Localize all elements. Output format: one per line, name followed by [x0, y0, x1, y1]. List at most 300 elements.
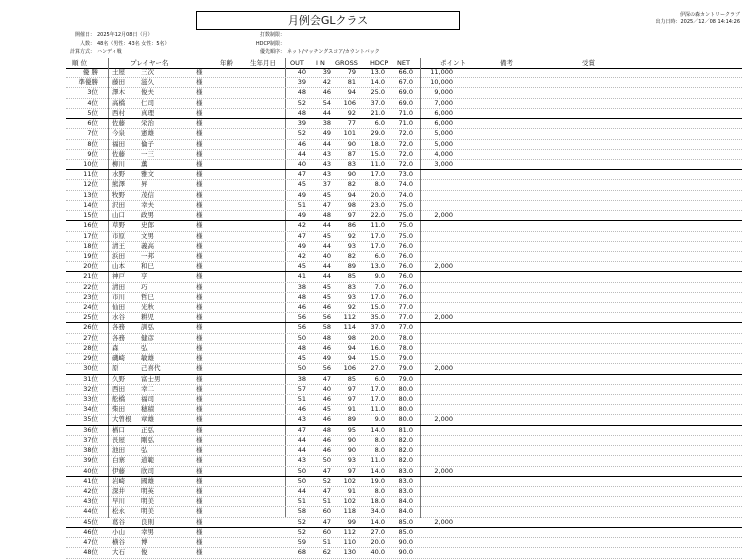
cell-rank: 優 勝 — [82, 68, 98, 76]
cell-honorific: 様 — [196, 548, 203, 557]
cell-gross: 97 — [347, 384, 356, 393]
cell-gross: 106 — [343, 364, 356, 373]
cell-out: 52 — [297, 517, 306, 526]
cell-out: 47 — [297, 425, 306, 434]
table-row — [66, 538, 742, 548]
table-row — [66, 313, 742, 323]
cell-points: 5,000 — [434, 139, 453, 148]
table-row — [66, 385, 742, 395]
cell-out: 56 — [297, 323, 306, 332]
cell-first-name: 光秋 — [141, 303, 154, 312]
cell-net: 83.0 — [398, 476, 413, 485]
cell-first-name: 國雄 — [141, 476, 154, 485]
cell-hdcp: 8.0 — [374, 435, 385, 444]
cell-out: 49 — [297, 241, 306, 250]
cell-last-name: 草野 — [112, 221, 125, 230]
cell-net: 80.0 — [398, 395, 413, 403]
cell-first-name: 亨 — [141, 272, 148, 281]
cell-last-name: 岩崎 — [112, 476, 125, 485]
cell-last-name: 西田 — [112, 384, 125, 393]
cell-last-name: 熊澤 — [112, 180, 125, 189]
cell-net: 77.0 — [398, 303, 413, 312]
cell-in: 44 — [322, 241, 331, 250]
table-row — [66, 283, 742, 293]
cell-hdcp: 37.0 — [370, 98, 385, 107]
cell-first-name: 幸二 — [141, 384, 154, 393]
table-row — [66, 497, 742, 507]
cell-points: 6,000 — [434, 119, 453, 128]
cell-net: 90.0 — [398, 548, 413, 557]
cell-rank: 45位 — [83, 517, 98, 526]
cell-in: 45 — [322, 231, 331, 240]
cell-net: 75.0 — [398, 211, 413, 220]
cell-net: 82.0 — [398, 456, 413, 465]
cell-rank: 29位 — [83, 354, 98, 363]
cell-out: 39 — [297, 78, 306, 87]
cell-out: 48 — [297, 88, 306, 97]
cell-first-name: 道範 — [141, 456, 154, 465]
cell-in: 44 — [322, 262, 331, 271]
table-row — [66, 180, 742, 190]
cell-honorific: 様 — [196, 68, 203, 76]
cell-in: 48 — [322, 211, 331, 220]
cell-out: 49 — [297, 190, 306, 199]
cell-hdcp: 17.0 — [370, 395, 385, 403]
cell-last-name: 池田 — [112, 446, 125, 455]
table-row — [66, 446, 742, 456]
cell-gross: 92 — [347, 108, 356, 117]
cell-honorific: 様 — [196, 364, 203, 373]
header-rank: 順 位 — [72, 59, 88, 67]
cell-in: 54 — [322, 98, 331, 107]
cell-net: 85.0 — [398, 517, 413, 526]
cell-honorific: 様 — [196, 313, 203, 322]
cell-last-name: 藤田 — [112, 78, 125, 87]
cell-honorific: 様 — [196, 149, 203, 158]
cell-out: 50 — [297, 364, 306, 373]
cell-gross: 97 — [347, 466, 356, 475]
cell-hdcp: 20.0 — [370, 538, 385, 547]
cell-rank: 8位 — [87, 139, 98, 148]
table-row — [66, 528, 742, 538]
cell-first-name: 政男 — [141, 211, 154, 220]
cell-first-name: 福司 — [141, 395, 154, 403]
cell-gross: 91 — [347, 486, 356, 495]
cell-gross: 85 — [347, 272, 356, 281]
cell-net: 80.0 — [398, 405, 413, 414]
cell-rank: 3位 — [87, 88, 98, 97]
cell-first-name: 俊夫 — [141, 88, 154, 97]
cell-first-name: 敏雄 — [141, 354, 154, 363]
cell-last-name: 市川 — [112, 292, 125, 301]
header-gross: GROSS — [335, 59, 358, 67]
cell-out: 50 — [297, 333, 306, 342]
cell-first-name: 弘 — [141, 343, 148, 352]
cell-hdcp: 8.0 — [374, 180, 385, 189]
cell-gross: 102 — [343, 497, 356, 506]
cell-rank: 11位 — [83, 170, 98, 179]
cell-first-name: 富士男 — [141, 374, 161, 383]
cell-hdcp: 23.0 — [370, 200, 385, 209]
cell-honorific: 様 — [196, 354, 203, 363]
cell-net: 83.0 — [398, 486, 413, 495]
cell-honorific: 様 — [196, 323, 203, 332]
cell-first-name: 栄治 — [141, 119, 154, 128]
printed-datetime: 出力日時：2025／12／08 14:14:26 — [655, 19, 740, 25]
cell-rank: 46位 — [83, 527, 98, 536]
cell-last-name: 山口 — [112, 211, 125, 220]
cell-rank: 35位 — [83, 415, 98, 424]
cell-points: 6,000 — [434, 108, 453, 117]
cell-last-name: 大曽根 — [112, 415, 132, 424]
cell-last-name: 柴田 — [112, 405, 125, 414]
cell-out: 68 — [297, 548, 306, 557]
cell-rank: 31位 — [83, 374, 98, 383]
cell-honorific: 様 — [196, 282, 203, 291]
cell-gross: 85 — [347, 374, 356, 383]
info-label: 打数制限： — [259, 32, 285, 38]
cell-last-name: 西村 — [112, 108, 125, 117]
cell-last-name: 佐藤 — [112, 149, 125, 158]
cell-last-name: 水谷 — [112, 313, 125, 322]
table-row — [66, 78, 742, 88]
cell-rank: 7位 — [87, 129, 98, 138]
cell-in: 60 — [322, 507, 331, 516]
cell-rank: 42位 — [83, 486, 98, 495]
cell-rank: 16位 — [83, 221, 98, 230]
cell-net: 74.0 — [398, 190, 413, 199]
cell-out: 45 — [297, 180, 306, 189]
cell-hdcp: 13.0 — [370, 68, 385, 76]
cell-honorific: 様 — [196, 272, 203, 281]
cell-gross: 112 — [343, 527, 356, 536]
cell-in: 46 — [322, 395, 331, 403]
cell-hdcp: 11.0 — [370, 221, 385, 230]
cell-last-name: 土屋 — [112, 68, 125, 76]
cell-in: 47 — [322, 466, 331, 475]
cell-last-name: 今泉 — [112, 129, 125, 138]
cell-honorific: 様 — [196, 129, 203, 138]
cell-in: 44 — [322, 221, 331, 230]
cell-first-name: 義高 — [141, 241, 154, 250]
cell-first-name: 一三 — [141, 149, 154, 158]
cell-net: 71.0 — [398, 108, 413, 117]
cell-first-name: 三次 — [141, 68, 154, 76]
cell-hdcp: 8.0 — [374, 446, 385, 455]
cell-last-name: 伊藤 — [112, 466, 125, 475]
cell-out: 51 — [297, 395, 306, 403]
cell-gross: 90 — [347, 139, 356, 148]
cell-out: 47 — [297, 231, 306, 240]
cell-gross: 91 — [347, 405, 356, 414]
cell-out: 43 — [297, 415, 306, 424]
cell-first-name: 憲雄 — [141, 129, 154, 138]
cell-rank: 25位 — [83, 313, 98, 322]
cell-in: 46 — [322, 435, 331, 444]
table-row — [66, 129, 742, 139]
cell-honorific: 様 — [196, 78, 203, 87]
header-remarks: 備考 — [500, 59, 513, 67]
cell-last-name: 水野 — [112, 170, 125, 179]
cell-in: 42 — [322, 78, 331, 87]
table-row — [66, 252, 742, 262]
cell-in: 45 — [322, 190, 331, 199]
cell-first-name: 訓弘 — [141, 323, 154, 332]
cell-out: 56 — [297, 313, 306, 322]
cell-rank: 24位 — [83, 303, 98, 312]
cell-hdcp: 14.0 — [370, 466, 385, 475]
cell-in: 50 — [322, 456, 331, 465]
cell-last-name: 久野 — [112, 374, 125, 383]
cell-gross: 118 — [343, 507, 356, 516]
table-row — [66, 436, 742, 446]
header-award: 受賞 — [582, 59, 595, 67]
cell-first-name: 正弘 — [141, 425, 154, 434]
cell-gross: 94 — [347, 190, 356, 199]
table-row — [66, 426, 742, 436]
header-player: プレイヤー名 — [130, 59, 169, 67]
cell-last-name: 深井 — [112, 486, 125, 495]
cell-in: 56 — [322, 364, 331, 373]
table-row — [66, 323, 742, 333]
cell-net: 82.0 — [398, 435, 413, 444]
cell-rank: 20位 — [83, 262, 98, 271]
cell-honorific: 様 — [196, 98, 203, 107]
cell-gross: 112 — [343, 313, 356, 322]
cell-points: 5,000 — [434, 129, 453, 138]
event-info-left — [55, 31, 195, 57]
table-row — [66, 405, 742, 415]
cell-rank: 28位 — [83, 343, 98, 352]
cell-gross: 92 — [347, 231, 356, 240]
cell-hdcp: 21.0 — [370, 108, 385, 117]
cell-net: 80.0 — [398, 384, 413, 393]
cell-gross: 97 — [347, 211, 356, 220]
cell-first-name: 穂積 — [141, 405, 154, 414]
cell-net: 69.0 — [398, 88, 413, 97]
cell-first-name: 博 — [141, 538, 148, 547]
cell-net: 71.0 — [398, 119, 413, 128]
cell-out: 40 — [297, 159, 306, 168]
cell-out: 38 — [297, 374, 306, 383]
info-value: ネット/マッチングスコア/カウントバック — [287, 49, 380, 55]
cell-in: 43 — [322, 149, 331, 158]
table-row — [66, 364, 742, 374]
table-row — [66, 211, 742, 221]
cell-in: 49 — [322, 129, 331, 138]
cell-last-name: 清王 — [112, 241, 125, 250]
cell-net: 80.0 — [398, 415, 413, 424]
club-info — [656, 12, 741, 26]
cell-first-name: 明美 — [141, 507, 154, 516]
cell-gross: 79 — [347, 68, 356, 76]
cell-gross: 90 — [347, 170, 356, 179]
cell-hdcp: 17.0 — [370, 231, 385, 240]
table-row — [66, 456, 742, 466]
cell-first-name: 俊 — [141, 548, 148, 557]
cell-hdcp: 13.0 — [370, 262, 385, 271]
cell-first-name: 明英 — [141, 486, 154, 495]
cell-net: 72.0 — [398, 159, 413, 168]
cell-rank: 37位 — [83, 435, 98, 444]
cell-first-name: 健彦 — [141, 333, 154, 342]
table-header — [0, 58, 750, 68]
cell-rank: 15位 — [83, 211, 98, 220]
cell-last-name: 柳川 — [112, 159, 125, 168]
cell-in: 46 — [322, 303, 331, 312]
header-age: 年齢 — [220, 59, 233, 67]
cell-rank: 32位 — [83, 384, 98, 393]
cell-out: 43 — [297, 456, 306, 465]
cell-points: 2,000 — [434, 364, 453, 373]
cell-hdcp: 9.0 — [374, 272, 385, 281]
cell-last-name: 磯崎 — [112, 354, 125, 363]
cell-rank: 33位 — [83, 395, 98, 403]
cell-rank: 39位 — [83, 456, 98, 465]
cell-in: 46 — [322, 343, 331, 352]
cell-out: 44 — [297, 149, 306, 158]
cell-honorific: 様 — [196, 170, 203, 179]
cell-first-name: 剛弘 — [141, 435, 154, 444]
cell-in: 46 — [322, 415, 331, 424]
cell-gross: 92 — [347, 303, 356, 312]
header-in: I N — [316, 59, 325, 67]
cell-last-name: 高橋 — [112, 98, 125, 107]
cell-honorific: 様 — [196, 486, 203, 495]
cell-rank: 38位 — [83, 446, 98, 455]
cell-last-name: 森 — [112, 343, 119, 352]
table-row — [66, 119, 742, 129]
cell-honorific: 様 — [196, 415, 203, 424]
cell-last-name: 各務 — [112, 333, 125, 342]
cell-out: 57 — [297, 384, 306, 393]
cell-gross: 93 — [347, 292, 356, 301]
cell-hdcp: 18.0 — [370, 497, 385, 506]
table-row — [66, 262, 742, 272]
cell-hdcp: 6.0 — [374, 119, 385, 128]
table-row — [66, 518, 742, 528]
cell-hdcp: 40.0 — [370, 548, 385, 557]
cell-in: 62 — [322, 548, 331, 557]
cell-last-name: 各務 — [112, 323, 125, 332]
cell-gross: 82 — [347, 251, 356, 260]
cell-in: 44 — [322, 108, 331, 117]
cell-net: 77.0 — [398, 323, 413, 332]
cell-net: 79.0 — [398, 364, 413, 373]
cell-out: 42 — [297, 251, 306, 260]
cell-honorific: 様 — [196, 466, 203, 475]
info-label: 計算方式： — [69, 49, 95, 55]
cell-rank: 準優勝 — [78, 78, 98, 87]
cell-honorific: 様 — [196, 262, 203, 271]
cell-last-name: 原 — [112, 364, 119, 373]
cell-out: 44 — [297, 446, 306, 455]
cell-gross: 77 — [347, 119, 356, 128]
cell-gross: 94 — [347, 343, 356, 352]
table-row — [66, 395, 742, 405]
cell-net: 75.0 — [398, 200, 413, 209]
cell-in: 52 — [322, 476, 331, 485]
header-birthday: 生年月日 — [250, 59, 276, 67]
cell-rank: 21位 — [83, 272, 98, 281]
cell-net: 81.0 — [398, 425, 413, 434]
cell-last-name: 白寨 — [112, 456, 125, 465]
table-row — [66, 88, 742, 98]
cell-last-name: 沢田 — [112, 200, 125, 209]
cell-in: 45 — [322, 405, 331, 414]
cell-out: 51 — [297, 497, 306, 506]
cell-last-name: 大石 — [112, 548, 125, 557]
cell-first-name: 明美 — [141, 497, 154, 506]
cell-in: 40 — [322, 384, 331, 393]
cell-honorific: 様 — [196, 119, 203, 128]
cell-rank: 14位 — [83, 200, 98, 209]
cell-hdcp: 20.0 — [370, 333, 385, 342]
cell-gross: 89 — [347, 415, 356, 424]
cell-first-name: 欣司 — [141, 466, 154, 475]
cell-hdcp: 14.0 — [370, 78, 385, 87]
cell-out: 45 — [297, 262, 306, 271]
cell-hdcp: 29.0 — [370, 129, 385, 138]
cell-rank: 18位 — [83, 241, 98, 250]
cell-points: 10,000 — [430, 78, 453, 87]
results-table — [0, 68, 750, 559]
table-row — [66, 293, 742, 303]
cell-honorific: 様 — [196, 180, 203, 189]
cell-gross: 114 — [343, 323, 356, 332]
cell-honorific: 様 — [196, 88, 203, 97]
table-row — [66, 201, 742, 211]
cell-rank: 23位 — [83, 292, 98, 301]
cell-rank: 36位 — [83, 425, 98, 434]
cell-net: 83.0 — [398, 466, 413, 475]
cell-rank: 47位 — [83, 538, 98, 547]
cell-rank: 10位 — [83, 159, 98, 168]
cell-out: 39 — [297, 119, 306, 128]
cell-out: 50 — [297, 466, 306, 475]
cell-first-name: 己喜代 — [141, 364, 161, 373]
cell-net: 76.0 — [398, 292, 413, 301]
cell-hdcp: 11.0 — [370, 405, 385, 414]
cell-honorific: 様 — [196, 405, 203, 414]
cell-out: 52 — [297, 129, 306, 138]
cell-last-name: 清田 — [112, 282, 125, 291]
cell-honorific: 様 — [196, 527, 203, 536]
table-row — [66, 334, 742, 344]
cell-honorific: 様 — [196, 200, 203, 209]
cell-net: 75.0 — [398, 231, 413, 240]
cell-first-name: 和巳 — [141, 262, 154, 271]
cell-gross: 83 — [347, 159, 356, 168]
cell-rank: 41位 — [83, 476, 98, 485]
cell-hdcp: 15.0 — [370, 354, 385, 363]
cell-out: 46 — [297, 139, 306, 148]
info-label: 優先順序： — [259, 49, 285, 55]
cell-hdcp: 37.0 — [370, 323, 385, 332]
table-row — [66, 507, 742, 517]
cell-hdcp: 16.0 — [370, 343, 385, 352]
cell-rank: 13位 — [83, 190, 98, 199]
cell-honorific: 様 — [196, 231, 203, 240]
cell-in: 47 — [322, 486, 331, 495]
cell-first-name: 仁司 — [141, 98, 154, 107]
header-net: NET — [397, 59, 410, 67]
cell-hdcp: 17.0 — [370, 384, 385, 393]
cell-points: 2,000 — [434, 313, 453, 322]
cell-in: 46 — [322, 88, 331, 97]
table-row — [66, 303, 742, 313]
info-value: 48名（男性：43名 女性：5名） — [97, 40, 170, 47]
